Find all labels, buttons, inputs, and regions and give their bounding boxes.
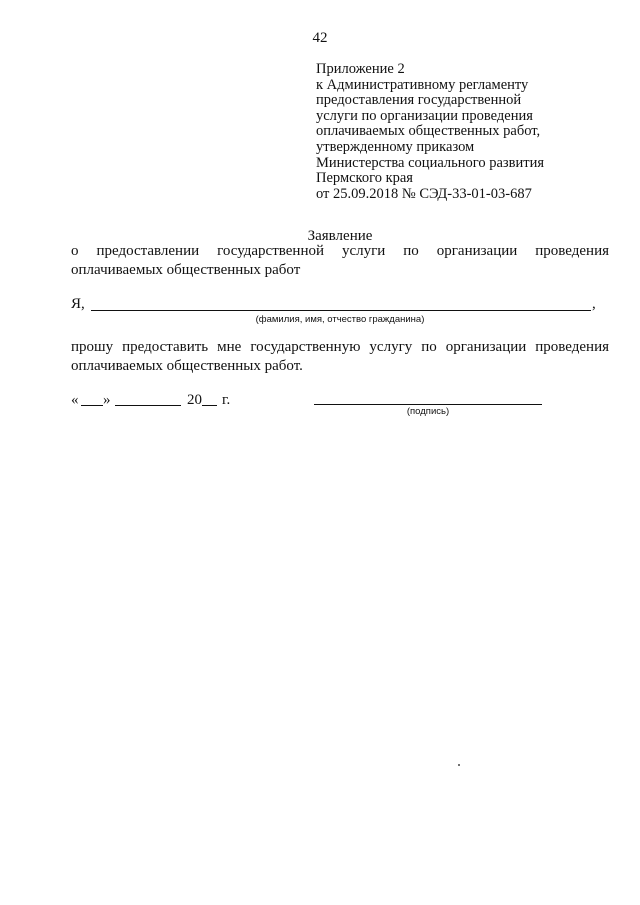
request-line-1	[71, 338, 609, 357]
request-word: проведения	[535, 339, 610, 355]
applicant-name-field[interactable]	[91, 310, 591, 311]
subject-word: государственной	[217, 243, 324, 259]
applicant-prefix: Я,	[71, 296, 85, 312]
appendix-line: оплачиваемых общественных работ,	[316, 123, 541, 140]
appendix-block	[316, 62, 626, 202]
day-field[interactable]	[81, 405, 103, 406]
appendix-line: Министерства социального развития	[316, 154, 544, 171]
request-text	[71, 338, 609, 376]
subject-word: организации	[436, 243, 518, 259]
request-word: услугу	[369, 339, 413, 355]
appendix-line: предоставления государственной	[316, 92, 522, 109]
subject-word: предоставлении	[96, 243, 200, 259]
appendix-line: от 25.09.2018 № СЭД-33-01-03-687	[316, 185, 532, 202]
request-word: по	[421, 339, 437, 355]
appendix-line: к Административному регламенту	[316, 76, 529, 93]
applicant-name-row	[71, 296, 611, 316]
request-word: предоставить	[122, 339, 209, 355]
subject-line-2: оплачиваемых общественных работ	[71, 262, 301, 278]
applicant-suffix: ,	[592, 296, 596, 312]
year-field[interactable]	[202, 405, 217, 406]
year-prefix: 20	[187, 392, 202, 408]
subject-word: по	[403, 243, 419, 259]
date-close-quote: »	[103, 392, 111, 408]
scan-speck	[458, 764, 460, 766]
subject-word: услуги	[341, 243, 386, 259]
signature-caption: (подпись)	[406, 406, 450, 417]
month-field[interactable]	[115, 405, 181, 406]
year-suffix: г.	[222, 392, 231, 408]
signature-field[interactable]	[314, 404, 542, 405]
document-title: Заявление	[307, 228, 373, 244]
date-open-quote: «	[71, 392, 79, 408]
appendix-line: Пермского края	[316, 170, 413, 187]
request-word: мне	[217, 339, 242, 355]
subject-word: о	[71, 243, 79, 259]
subject-word: проведения	[535, 243, 609, 259]
page-number: 42	[312, 30, 328, 46]
appendix-line: Приложение 2	[316, 61, 405, 77]
applicant-name-caption: (фамилия, имя, отчество гражданина)	[255, 314, 425, 325]
appendix-line: утвержденному приказом	[316, 138, 475, 155]
appendix-line: услуги по организации проведения	[316, 107, 533, 124]
request-word: прошу	[71, 339, 114, 355]
request-word: организации	[445, 339, 527, 355]
document-subject	[71, 242, 609, 280]
subject-line-1	[71, 242, 609, 261]
request-word: государственную	[250, 339, 361, 355]
request-line-2: оплачиваемых общественных работ.	[71, 358, 303, 374]
